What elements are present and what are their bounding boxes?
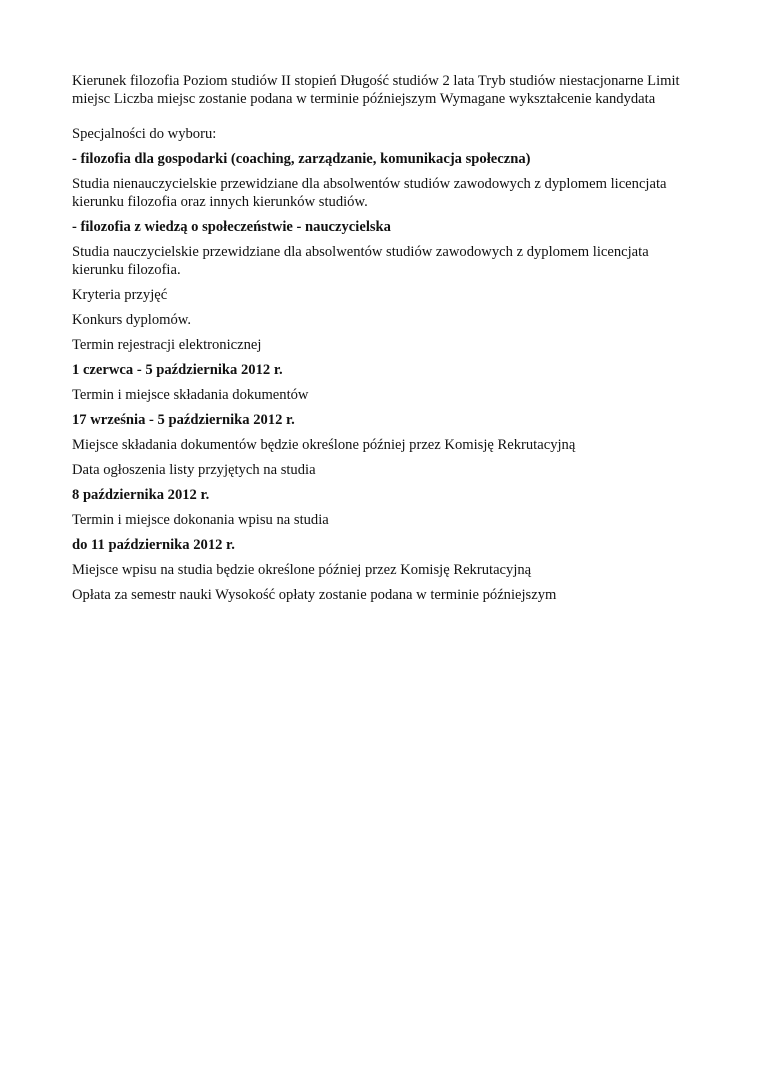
specialization-1-title: - filozofia dla gospodarki (coaching, zarządzanie, komunikacja społeczna) bbox=[72, 151, 531, 167]
specialization-1-description: Studia nienauczycielskie przewidziane dla absolwentów studiów zawodowych z dyplomem licencjata kierunku filozofia oraz innych kierunków studiów. bbox=[72, 176, 667, 210]
criteria-value: Konkurs dyplomów. bbox=[72, 312, 192, 328]
specialization-2-description: Studia nauczycielskie przewidziane dla absolwentów studiów zawodowych z dyplomem licencjata kierunku filozofia. bbox=[72, 244, 649, 278]
specializations-label: Specjalności do wyboru: bbox=[72, 126, 217, 142]
list-label: Data ogłoszenia listy przyjętych na studia bbox=[72, 462, 316, 478]
specialization-2-title: - filozofia z wiedzą o społeczeństwie - nauczycielska bbox=[72, 219, 391, 235]
registration-value: 1 czerwca - 5 października 2012 r. bbox=[72, 362, 283, 378]
criteria-label: Kryteria przyjęć bbox=[72, 287, 168, 303]
fee-info: Opłata za semestr nauki Wysokość opłaty zostanie podana w terminie późniejszym bbox=[72, 587, 557, 603]
enrollment-label: Termin i miejsce dokonania wpisu na studia bbox=[72, 512, 329, 528]
documents-value: 17 września - 5 października 2012 r. bbox=[72, 412, 295, 428]
list-value: 8 października 2012 r. bbox=[72, 487, 210, 503]
documents-place: Miejsce składania dokumentów będzie określone później przez Komisję Rekrutacyjną bbox=[72, 437, 576, 453]
intro-paragraph: Kierunek filozofia Poziom studiów II stopień Długość studiów 2 lata Tryb studiów niestacjonarne Limit miejsc Liczba miejsc zostanie podana w terminie późniejszym Wymagane wykształcenie kandydata bbox=[72, 73, 680, 107]
documents-label: Termin i miejsce składania dokumentów bbox=[72, 387, 309, 403]
enrollment-value: do 11 października 2012 r. bbox=[72, 537, 235, 553]
registration-label: Termin rejestracji elektronicznej bbox=[72, 337, 262, 353]
document-page bbox=[72, 72, 692, 611]
enrollment-place: Miejsce wpisu na studia będzie określone później przez Komisję Rekrutacyjną bbox=[72, 562, 532, 578]
